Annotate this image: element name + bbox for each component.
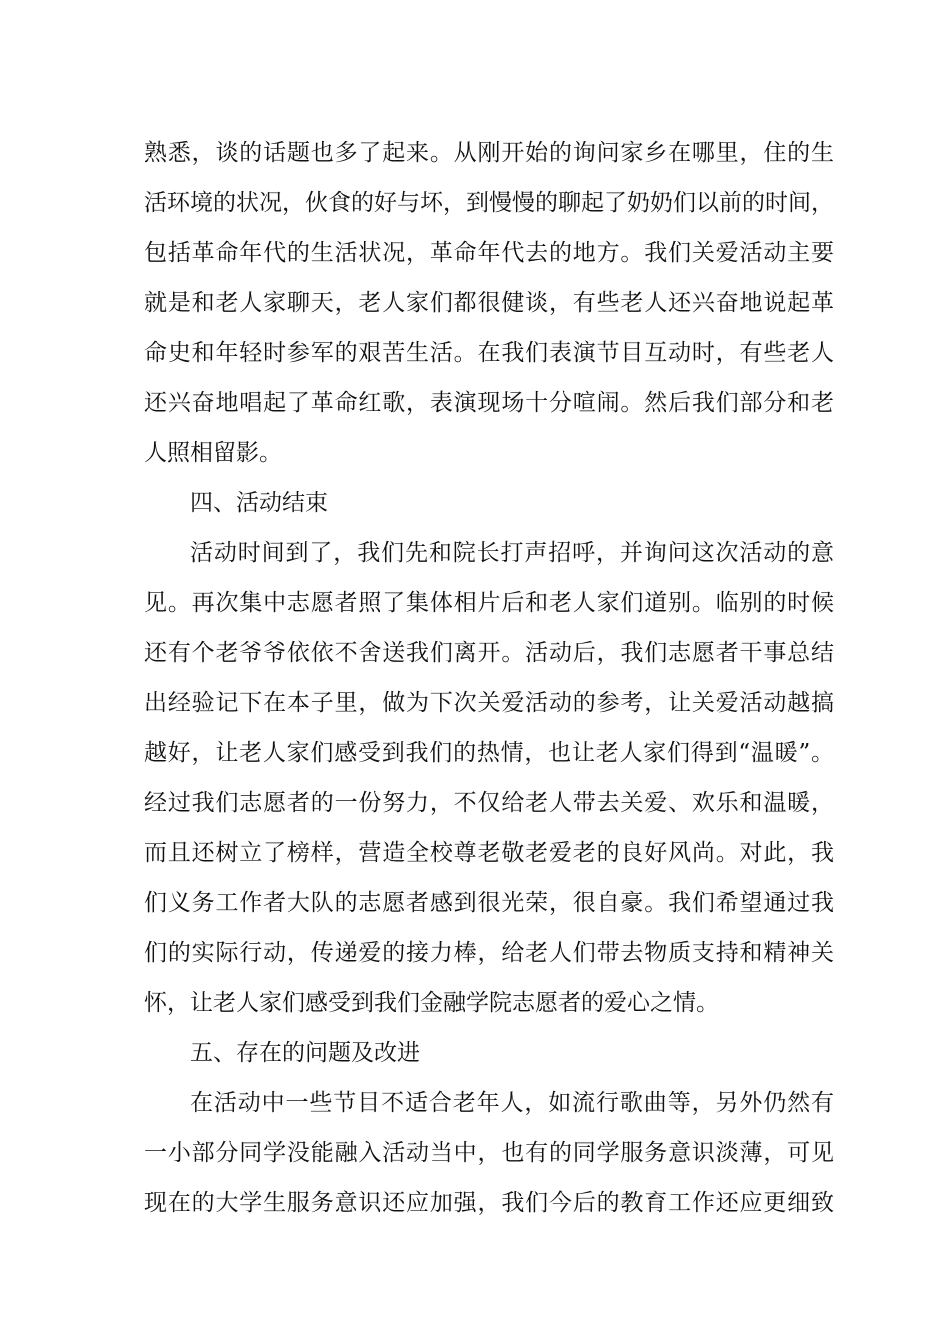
section-heading: 五、存在的问题及改进 [190,1040,420,1066]
section-heading: 四、活动结束 [190,490,328,516]
paragraph-line: 越好，让老人家们感受到我们的热情，也让老人家们得到“温暖”。 [144,740,834,766]
paragraph-line: 们义务工作者大队的志愿者感到很光荣，很自豪。我们希望通过我 [144,890,834,916]
paragraph-line: 怀，让老人家们感受到我们金融学院志愿者的爱心之情。 [144,990,719,1016]
paragraph-line: 还有个老爷爷依依不舍送我们离开。活动后，我们志愿者干事总结 [144,640,834,666]
paragraph-line: 一小部分同学没能融入活动当中，也有的同学服务意识淡薄，可见 [144,1140,834,1166]
paragraph-line: 而且还树立了榜样，营造全校尊老敬老爱老的良好风尚。对此，我 [144,840,834,866]
paragraph-line: 包括革命年代的生活状况，革命年代去的地方。我们关爱活动主要 [144,240,834,266]
paragraph-line: 命史和年轻时参军的艰苦生活。在我们表演节目互动时，有些老人 [144,340,834,366]
paragraph-line: 见。再次集中志愿者照了集体相片后和老人家们道别。临别的时候 [144,590,834,616]
paragraph-line: 活环境的状况，伙食的好与坏，到慢慢的聊起了奶奶们以前的时间， [144,190,834,216]
paragraph-line: 就是和老人家聊天，老人家们都很健谈，有些老人还兴奋地说起革 [144,290,834,316]
paragraph-line: 活动时间到了，我们先和院长打声招呼，并询问这次活动的意 [190,540,834,566]
paragraph-line: 熟悉，谈的话题也多了起来。从刚开始的询问家乡在哪里，住的生 [144,140,834,166]
paragraph-line: 人照相留影。 [144,440,282,466]
paragraph-line: 在活动中一些节目不适合老年人，如流行歌曲等，另外仍然有 [190,1090,834,1116]
paragraph-line: 出经验记下在本子里，做为下次关爱活动的参考，让关爱活动越搞 [144,690,834,716]
paragraph-line: 还兴奋地唱起了革命红歌，表演现场十分喧闹。然后我们部分和老 [144,390,834,416]
paragraph-line: 们的实际行动，传递爱的接力棒，给老人们带去物质支持和精神关 [144,940,834,966]
paragraph-line: 现在的大学生服务意识还应加强，我们今后的教育工作还应更细致 [144,1190,834,1216]
paragraph-line: 经过我们志愿者的一份努力，不仅给老人带去关爱、欢乐和温暖， [144,790,834,816]
